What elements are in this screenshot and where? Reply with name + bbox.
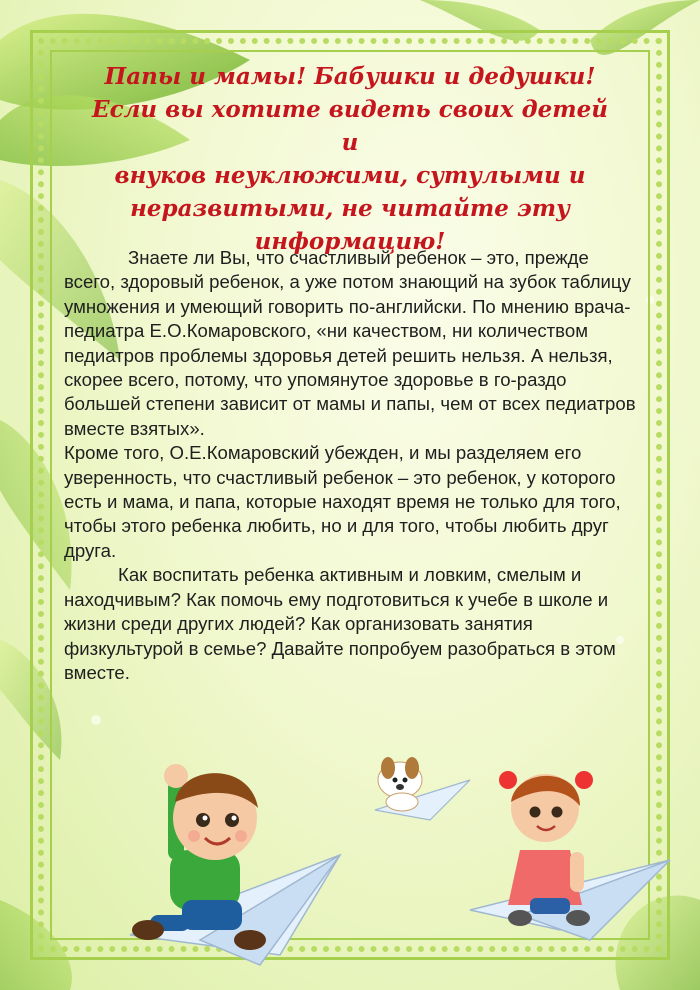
girl-on-paper-plane-icon xyxy=(470,771,670,940)
paragraph-intro: Знаете ли Вы, что счастливый ребенок – это, прежде всего, здоровый ребенок, а уже потом знающий на зубок таблицу умножения и умеющий говорить по-английски. По мнению врача-педиатра Е.О.Комаровского, «ни качеством, ни количеством педиатров проблемы здоровья детей решить нельзя. А нельзя, скорее всего, потому, что упомянутое здоровье в го-раздо большей степени зависит от мамы и папы, чем от всех педиатров вместе взятых». xyxy=(64,247,636,439)
headline xyxy=(80,60,620,258)
headline-line: Если вы хотите видеть своих детей и xyxy=(92,96,608,156)
headline-line: неразвитыми, не читайте эту xyxy=(130,195,570,222)
children-illustration xyxy=(0,740,700,990)
paragraph-questions: Как воспитать ребенка активным и ловким, смелым и находчивым? Как помочь ему подготовиться к учебе в школе и жизни среди других людей? Как организовать занятия физкультурой в семье? Давайте попробуем разобраться в этом вместе. xyxy=(64,564,616,683)
article-body xyxy=(64,246,644,685)
headline-line: Папы и мамы! Бабушки и дедушки! xyxy=(104,63,596,90)
headline-line: информацию! xyxy=(254,228,446,255)
boy-on-paper-plane-icon xyxy=(130,764,340,965)
paragraph-komarovsky: Кроме того, О.Е.Комаровский убежден, и мы разделяем его уверенность, что счастливый ребенок – это ребенок, у которого есть и мама, и папа, которые находят время не только для того, чтобы этого ребенка любить, но и для того, чтобы любить друг друга. xyxy=(64,442,621,561)
headline-line: внуков неуклюжими, сутулыми и xyxy=(114,162,586,189)
puppy-on-paper-plane-icon xyxy=(375,757,470,820)
